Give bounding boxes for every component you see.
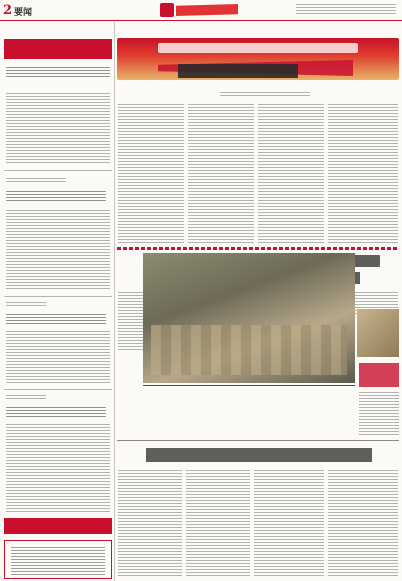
bottom-col-1 (118, 470, 182, 578)
news-flash-banner (4, 518, 112, 534)
column-banner (4, 39, 112, 59)
left-article-2 (6, 210, 110, 290)
page-header (0, 0, 402, 22)
bottom-col-4 (328, 470, 398, 578)
main-col-3 (258, 104, 324, 244)
main-col-2 (188, 104, 254, 244)
left-headline-4 (6, 407, 106, 419)
left-kicker-2 (6, 178, 66, 184)
left-headline-3 (6, 314, 106, 326)
page-number: 2 (3, 3, 13, 18)
divider (117, 440, 399, 441)
section-title: 要闻 (14, 8, 33, 18)
main-headline (178, 64, 298, 78)
farm-photo (143, 253, 355, 383)
values-box (4, 540, 112, 579)
divider (4, 296, 112, 297)
caption-photo (357, 309, 399, 357)
left-kicker-4 (6, 395, 46, 401)
left-article-3 (6, 331, 110, 383)
pollution-headline (146, 448, 372, 462)
left-headline-1 (6, 67, 110, 79)
divider (4, 170, 112, 171)
byline (220, 92, 310, 98)
column-rule (114, 22, 115, 581)
photo-rule (143, 385, 355, 386)
divider (4, 389, 112, 390)
masthead (160, 2, 238, 18)
hero-slogan (158, 43, 358, 53)
header-rule (0, 20, 402, 21)
section-divider (117, 247, 399, 250)
photo-caption (359, 392, 399, 436)
bottom-col-3 (254, 470, 324, 578)
left-headline-2 (6, 191, 106, 203)
left-article-4 (6, 424, 110, 512)
header-meta (296, 4, 396, 14)
masthead-logo (160, 3, 174, 17)
bottom-col-2 (186, 470, 250, 578)
farm-photo-produce (151, 325, 347, 375)
left-kicker-3 (6, 302, 46, 308)
left-article-1 (6, 93, 110, 165)
main-col-4 (328, 104, 398, 244)
main-col-1 (118, 104, 184, 244)
masthead-wordmark (176, 4, 238, 16)
values-text (11, 547, 105, 575)
photo-title (359, 363, 399, 387)
